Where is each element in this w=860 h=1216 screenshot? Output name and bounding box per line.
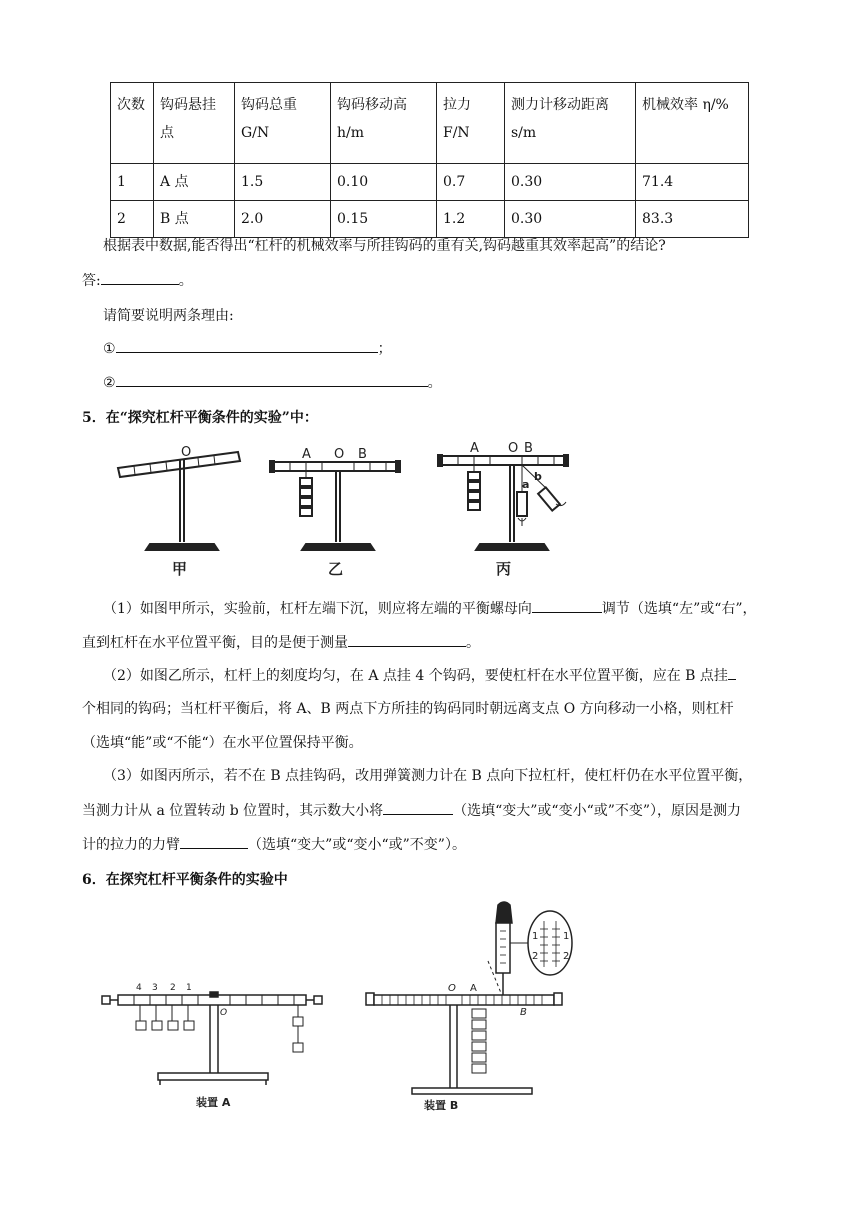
apparatus-b bbox=[366, 902, 572, 1112]
text-run: 当测力计从 a 位置转动 b 位置时，其示数大小将 bbox=[82, 803, 384, 819]
q6-title: 6．在探究杠杆平衡条件的实验中 bbox=[82, 872, 288, 888]
text-run: （2）如图乙所示，杠杆上的刻度均匀，在 A 点挂 4 个钩码，要使杠杆在水平位置平衡，应在 B 点挂 bbox=[103, 668, 728, 684]
q5-part1-line2 bbox=[82, 632, 480, 653]
table-cell: 0.7 bbox=[437, 164, 505, 201]
q5-part3-line2 bbox=[82, 800, 741, 821]
table-header-cell: 钩码总重 G/N bbox=[235, 83, 331, 164]
table-cell: 2 bbox=[111, 201, 154, 238]
q5-part2-line2: 个相同的钩码；当杠杆平衡后，将 A、B 两点下方所挂的钩码同时朝远离支点 O 方向移动一小格，则杠杆 bbox=[82, 701, 734, 717]
text-run: （1）如图甲所示，实验前，杠杆左端下沉，则应将左端的平衡螺母向 bbox=[103, 601, 532, 617]
answer-blank[interactable] bbox=[348, 632, 466, 647]
scale-2-left: 2 bbox=[532, 951, 539, 962]
scale-2-right: 2 bbox=[563, 951, 570, 962]
reason-2-end: 。 bbox=[427, 375, 442, 391]
table-cell: 1 bbox=[111, 164, 154, 201]
q5-part2-line3: （选填“能”或“不能“）在水平位置保持平衡。 bbox=[82, 735, 363, 751]
apparatus-a bbox=[102, 983, 322, 1109]
table-header-cell: 拉力 F/N bbox=[437, 83, 505, 164]
table-header-cell: 测力计移动距离 s/m bbox=[505, 83, 636, 164]
table-cell: 2.0 bbox=[235, 201, 331, 238]
label-A: A bbox=[470, 441, 479, 456]
scale-1-left: 1 bbox=[532, 931, 539, 942]
q5-title: 5．在“探究杠杆平衡条件的实验”中： bbox=[82, 410, 318, 426]
answer-blank[interactable] bbox=[728, 665, 736, 680]
table-header-cell: 次数 bbox=[111, 83, 154, 164]
figure-yi bbox=[270, 447, 400, 578]
reason-marker: ① bbox=[103, 341, 116, 357]
figure-jia bbox=[118, 445, 240, 578]
q5-part3-line1: （3）如图丙所示，若不在 B 点挂钩码，改用弹簧测力计在 B 点向下拉杠杆，使杠杆仍在水平位置平衡， bbox=[103, 768, 753, 784]
table-header-cell: 钩码悬挂 点 bbox=[154, 83, 235, 164]
tick-2: 2 bbox=[170, 983, 176, 993]
text-run: （选填“变大”或“变小“或”不变”），原因是测力 bbox=[453, 803, 742, 819]
table-cell: 1.2 bbox=[437, 201, 505, 238]
table-cell: 0.10 bbox=[331, 164, 437, 201]
label-O: O bbox=[181, 445, 192, 460]
table-cell: 1.5 bbox=[235, 164, 331, 201]
q4-answer-prefix: 答: bbox=[82, 273, 101, 289]
label-O: O bbox=[508, 441, 519, 456]
text-run: 计的拉力的力臂 bbox=[82, 837, 180, 853]
figure-label-bing: 丙 bbox=[496, 560, 512, 578]
q5-figures bbox=[100, 430, 620, 580]
table-row bbox=[111, 201, 749, 238]
reason-1-end: ； bbox=[377, 341, 392, 357]
q5-part3-line3 bbox=[82, 834, 466, 855]
table-header-cell: 钩码移动高 h/m bbox=[331, 83, 437, 164]
table-row bbox=[111, 164, 749, 201]
label-A: A bbox=[470, 983, 477, 994]
q4-reason-1 bbox=[103, 338, 392, 359]
label-A: A bbox=[302, 447, 311, 462]
q4-answer-suffix: 。 bbox=[178, 273, 193, 289]
label-B: B bbox=[358, 447, 367, 462]
tick-1: 1 bbox=[186, 983, 192, 993]
apparatus-a-label: 装置 A bbox=[196, 1096, 231, 1109]
table-cell: B 点 bbox=[154, 201, 235, 238]
figure-label-yi: 乙 bbox=[328, 560, 344, 578]
label-O: O bbox=[334, 447, 345, 462]
table-cell: 71.4 bbox=[636, 164, 749, 201]
q4-reason-prompt: 请简要说明两条理由: bbox=[103, 308, 234, 324]
figure-bing bbox=[438, 441, 568, 578]
label-B: B bbox=[524, 441, 533, 456]
q4-question: 根据表中数据,能否得出“杠杆的机械效率与所挂钩码的重有关,钩码越重其效率起高”的结论? bbox=[103, 238, 666, 254]
reason-1-blank[interactable] bbox=[116, 338, 378, 353]
q4-reason-2 bbox=[103, 372, 442, 393]
q6-figures bbox=[96, 895, 576, 1120]
q4-answer-line bbox=[82, 270, 193, 291]
tick-4: 4 bbox=[136, 983, 142, 993]
results-table bbox=[110, 82, 749, 238]
label-b: b bbox=[534, 470, 542, 483]
answer-blank[interactable] bbox=[532, 598, 602, 613]
table-cell: 0.15 bbox=[331, 201, 437, 238]
label-B: B bbox=[520, 1007, 527, 1018]
table-cell: 0.30 bbox=[505, 164, 636, 201]
text-run: 调节（选填“左”或“右”， bbox=[601, 601, 757, 617]
answer-blank[interactable] bbox=[383, 800, 453, 815]
table-cell: 83.3 bbox=[636, 201, 749, 238]
scale-1-right: 1 bbox=[563, 931, 570, 942]
figure-label-jia: 甲 bbox=[172, 560, 188, 578]
apparatus-b-label: 装置 B bbox=[424, 1099, 459, 1112]
q5-part1-line1 bbox=[103, 598, 757, 619]
table-cell: A 点 bbox=[154, 164, 235, 201]
label-O: O bbox=[448, 983, 456, 994]
tick-3: 3 bbox=[152, 983, 158, 993]
reason-2-blank[interactable] bbox=[116, 372, 428, 387]
answer-blank[interactable] bbox=[101, 270, 179, 285]
text-run: 直到杠杆在水平位置平衡，目的是便于测量 bbox=[82, 635, 348, 651]
reason-marker: ② bbox=[103, 375, 116, 391]
label-O: O bbox=[220, 1008, 228, 1018]
table-header-cell: 机械效率 η/% bbox=[636, 83, 749, 164]
label-a: a bbox=[522, 478, 530, 491]
table-header-row bbox=[111, 83, 749, 164]
q5-part2-line1 bbox=[103, 665, 736, 686]
text-run: 。 bbox=[466, 635, 480, 651]
answer-blank[interactable] bbox=[180, 834, 248, 849]
table-cell: 0.30 bbox=[505, 201, 636, 238]
text-run: （选填“变大”或“变小“或”不变”）。 bbox=[248, 837, 466, 853]
